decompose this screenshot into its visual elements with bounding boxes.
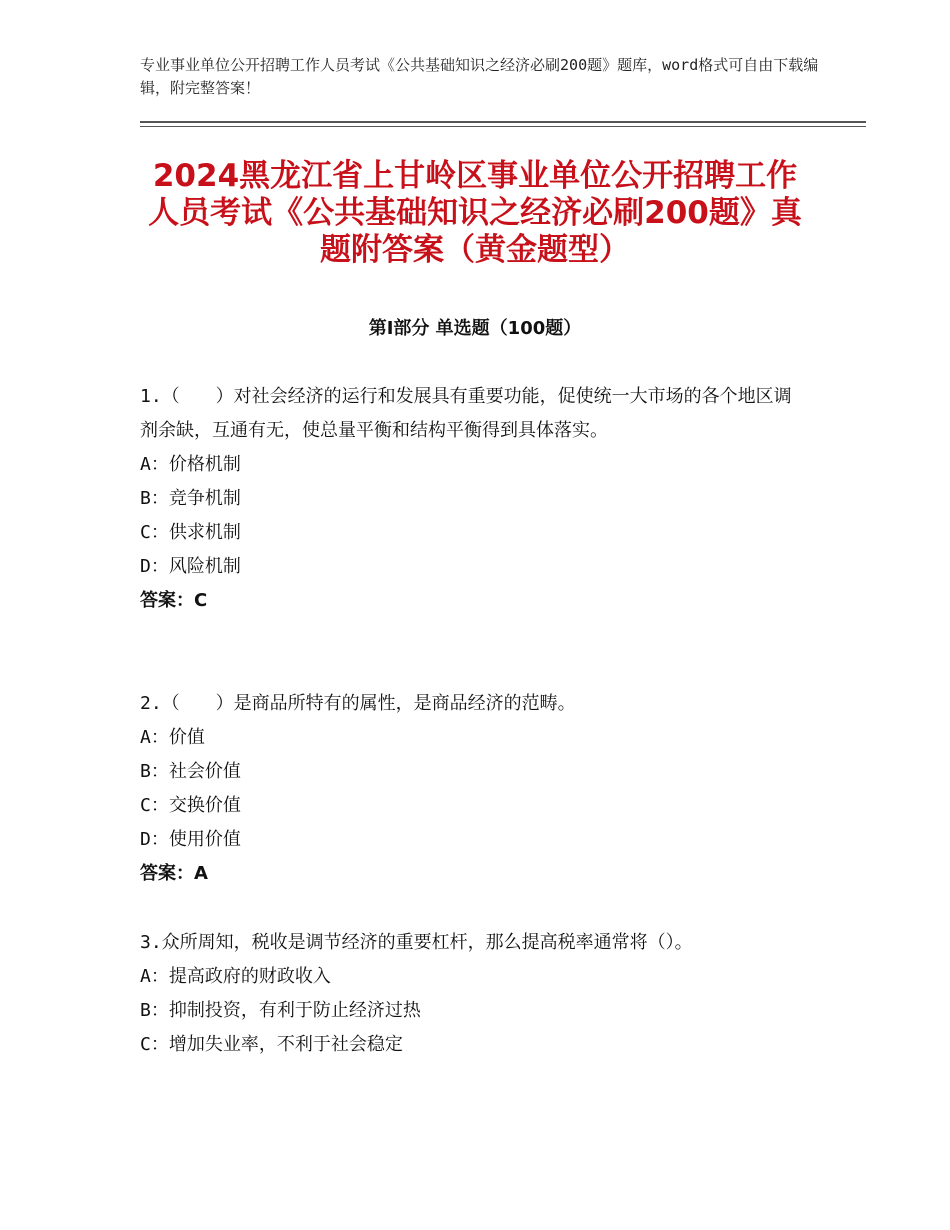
document-title: 2024黑龙江省上甘岭区事业单位公开招聘工作人员考试《公共基础知识之经济必刷200题》真题附答案（黄金题型） [148,158,802,268]
answer: 答案：C [140,590,208,611]
header-divider-thin [140,126,866,127]
question-stem: 3.众所周知，税收是调节经济的重要杠杆，那么提高税率通常将（）。 [140,932,693,953]
option-c: C：供求机制 [140,522,241,543]
question-1 [140,380,800,618]
option-a: A：价格机制 [140,454,241,475]
option-d: D：使用价值 [140,829,241,850]
answer: 答案：A [140,863,208,884]
option-c: C：交换价值 [140,795,241,816]
header-divider [140,121,866,123]
option-a: A：提高政府的财政收入 [140,966,331,987]
header-note: 专业事业单位公开招聘工作人员考试《公共基础知识之经济必刷200题》题库，word格式可自由下载编辑，附完整答案！ [140,56,819,97]
question-stem: 2.（ ）是商品所特有的属性，是商品经济的范畴。 [140,693,576,714]
section-heading: 第Ⅰ部分 单选题（100题） [368,318,582,339]
option-b: B：社会价值 [140,761,241,782]
question-stem: 1.（ ）对社会经济的运行和发展具有重要功能，促使统一大市场的各个地区调剂余缺，互通有无，使总量平衡和结构平衡得到具体落实。 [140,386,792,441]
question-3 [140,926,800,1062]
option-c: C：增加失业率，不利于社会稳定 [140,1034,403,1055]
question-2 [140,687,800,891]
option-b: B：抑制投资，有利于防止经济过热 [140,1000,421,1021]
option-b: B：竞争机制 [140,488,241,509]
option-d: D：风险机制 [140,556,241,577]
option-a: A：价值 [140,727,205,748]
